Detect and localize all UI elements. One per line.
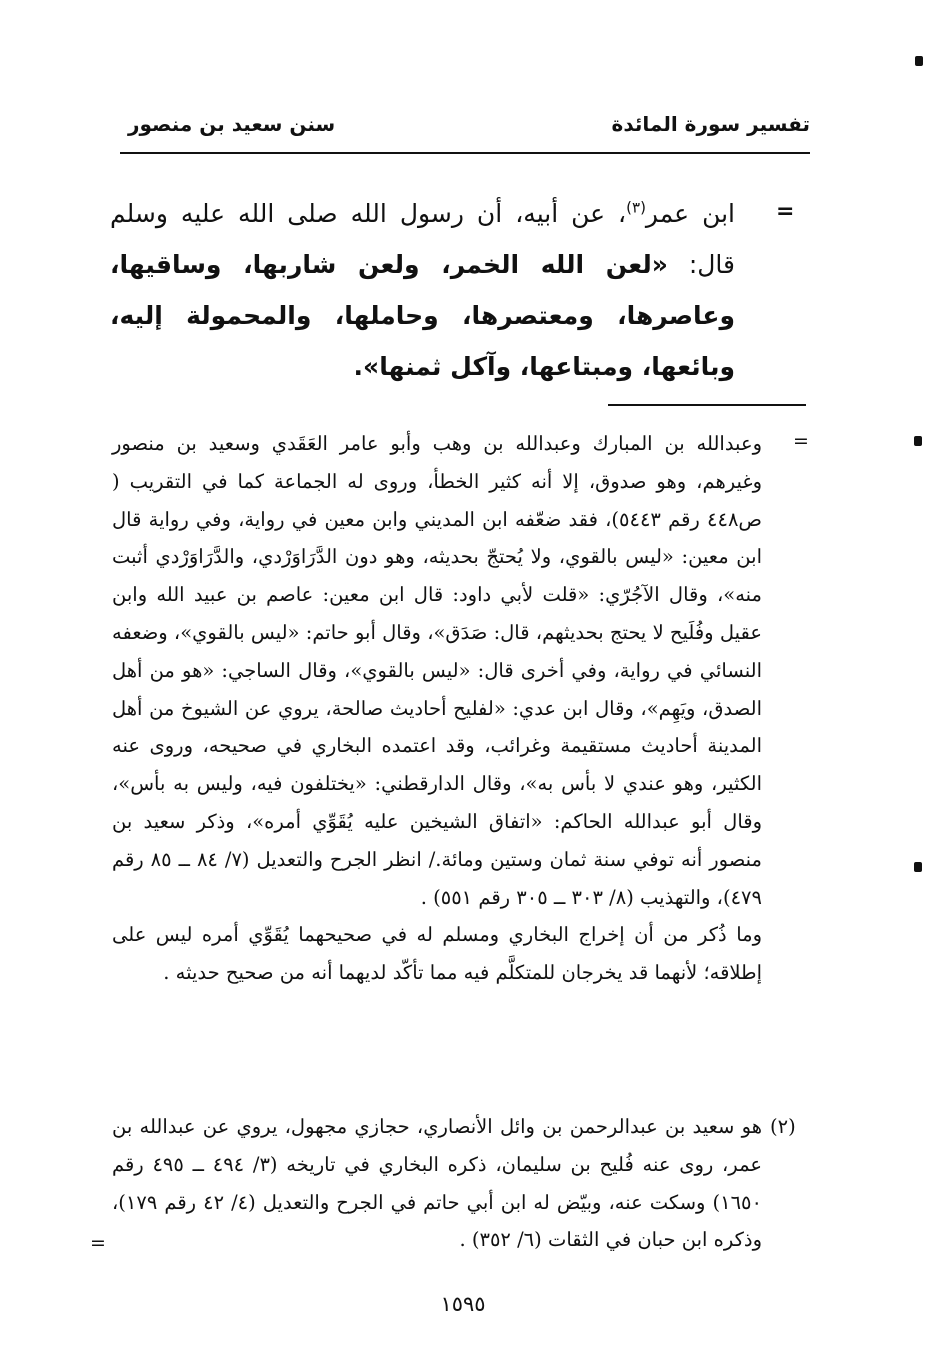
narrator-text: ابن عمر xyxy=(645,199,736,228)
margin-mark-middle xyxy=(914,436,922,446)
footnote-2-text: هو سعيد بن عبدالرحمن بن وائل الأنصاري، حجازي مجهول، يروي عن عبدالله بن عمر، روى عنه فُليح بن سليمان، ذكره البخاري في تاريخه (٣/ ٤٩٤ ــ ٤٩٥ رقم ١٦٥٠) وسكت عنه، وبيّض له ابن أبي حاتم في الجرح والتعديل (٤/ ٤٢ رقم ١٧٩)، وذكره ابن حبان في الثقات (٦/ ٣٥٢) . xyxy=(112,1115,762,1252)
header-rule xyxy=(120,152,810,154)
footnotes-block xyxy=(112,425,762,992)
hadith-text xyxy=(110,188,735,392)
main-continuation-mark: = xyxy=(776,199,795,224)
margin-mark-lower xyxy=(914,862,922,872)
margin-mark-top xyxy=(915,56,923,66)
footnote-continuation-mark: = xyxy=(793,430,809,452)
section-title: تفسير سورة المائدة xyxy=(611,112,810,136)
chain-text: ، عن أبيه، أن رسول الله صلى الله عليه وسلم قال: xyxy=(110,199,736,279)
book-title: سنن سعيد بن منصور xyxy=(128,112,336,136)
footnote-ref-marker: (٣) xyxy=(626,198,646,217)
footnote-separator xyxy=(608,404,806,406)
hadith-matn: «لعن الله الخمر، ولعن شاربها، وساقيها، وعاصرها، ومعتصرها، وحاملها، والمحمولة إليه، وبائعها، ومبتاعها، وآكل ثمنها». xyxy=(110,250,735,381)
trailing-continuation-mark: = xyxy=(90,1232,106,1254)
running-header xyxy=(120,112,810,152)
footnote-paragraph-2: وما ذُكر من أن إخراج البخاري ومسلم له في صحيحهما يُقَوِّي أمره ليس على إطلاقه؛ لأنهما قد يخرجان للمتكلَّم فيه مما تأكّد لديهما أنه من صحيح حديثه . xyxy=(112,923,762,985)
page-number: ١٥٩٥ xyxy=(440,1292,486,1316)
footnote-2-number: (٢) xyxy=(770,1115,796,1138)
footnote-paragraph-1: وعبدالله بن المبارك وعبدالله بن وهب وأبو عامر العَقَدي وسعيد بن منصور وغيرهم، وهو صدوق، إلا أنه كثير الخطأ، وروى له الجماعة كما في التقريب ( ص٤٤٨ رقم ٥٤٤٣)، فقد ضعّفه ابن المديني وابن معين في رواية، وفي رواية قال ابن معين: «ليس بالقوي، ولا يُحتجّ بحديثه، وهو دون الدَّرَاوَرْدي، والدَّرَاوَرْدي أثبت منه»، وقال الآجُرّي: «قلت لأبي داود: قال ابن معين: عاصم بن عبيد الله وابن عقيل وفُلَيح لا يحتج بحديثهم، قال: صَدَق»، وقال أبو حاتم: «ليس بالقوي»، وضعفه النسائي في رواية، وفي أخرى قال: «ليس بالقوي»، وقال الساجي: «هو من أهل الصدق، ويَهِم»، وقال ابن عدي: «لفليح أحاديث صالحة، يروي عن الشيوخ من أهل المدينة أحاديث مستقيمة وغرائب، وقد اعتمده البخاري في صحيحه، وروى عنه الكثير، وهو عندي لا بأس به»، وقال الدارقطني: «يختلفون فيه، وليس به بأس»، وقال أبو عبدالله الحاكم: «اتفاق الشيخين عليه يُقَوِّي أمره»، وذكر سعيد بن منصور أنه توفي سنة ثمان وستين ومائة./ انظر الجرح والتعديل (٧/ ٨٤ ــ ٨٥ رقم ٤٧٩)، والتهذيب (٨/ ٣٠٣ ــ ٣٠٥ رقم ٥٥١) . xyxy=(112,432,762,909)
